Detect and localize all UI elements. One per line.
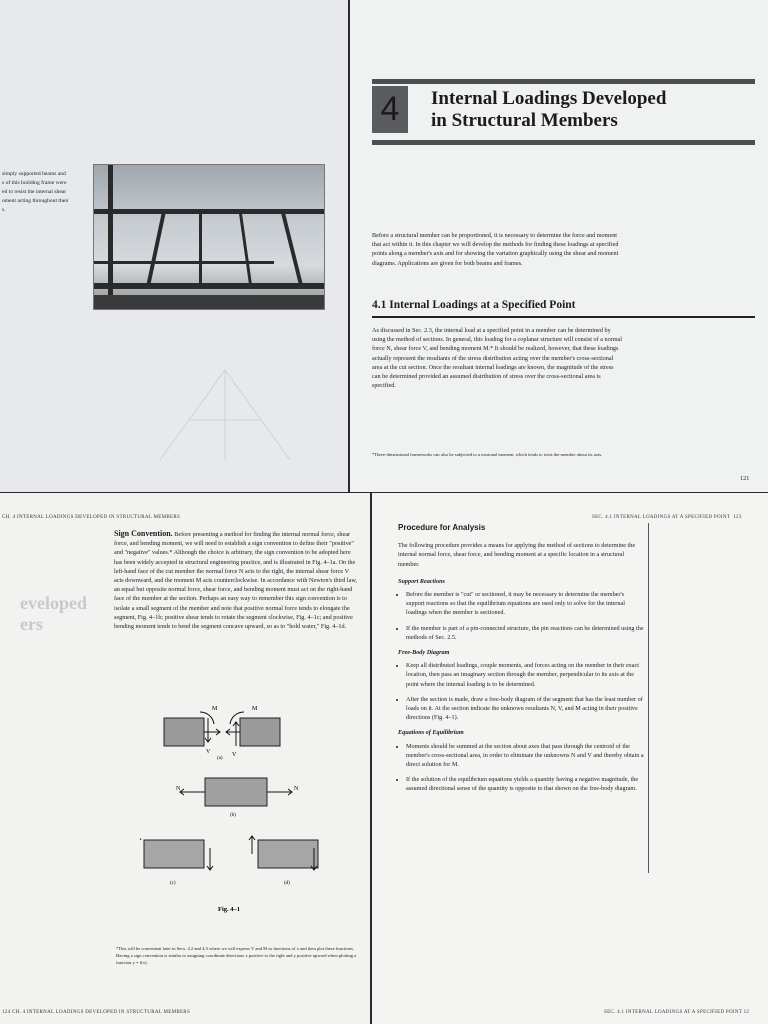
footer: 124 CH. 4 INTERNAL LOADINGS DEVELOPED IN STRUCTURAL MEMBERS bbox=[2, 1010, 191, 1015]
member-right-segment bbox=[240, 718, 280, 746]
sign-convention-paragraph bbox=[114, 529, 360, 631]
list-item: • If the member is part of a pin-connected structure, the pin reactions can be determined using the methods of Sec. 2.5. bbox=[406, 624, 644, 642]
list-item: • After the section is made, draw a free-body diagram of the segment that has the least number of loads on it. At the section indicate the unknown resultants N, V, and M acting in their positive directions (Fig. 4–1). bbox=[406, 695, 644, 723]
list-item: • Before the member is "cut" or sectioned, it may be necessary to determine the member's support reactions so that the equilibrium equations are used only to solve for the internal loadings when the member is sectioned. bbox=[406, 590, 644, 618]
normal-force-arrow bbox=[267, 789, 292, 795]
support-reactions-heading: Support Reactions bbox=[398, 577, 445, 585]
member-segment-d bbox=[258, 840, 318, 868]
equilibrium-list bbox=[398, 742, 644, 794]
normal-force-arrow bbox=[204, 729, 220, 735]
footnote: *This will be convenient later in Secs. 4.2 and 4.3 where we will express V and M as functions of x and then plot these functions. Having a sign convention is similar to assigning coordinate directions x positive to the right and y positive upward when plotting a function y = f(x). bbox=[116, 946, 357, 965]
sign-convention-heading: Sign Convention. bbox=[114, 529, 173, 538]
bottom-left-page bbox=[0, 493, 370, 1024]
chapter-title-line: in Structural Members bbox=[431, 110, 618, 131]
steel-frame-photo bbox=[93, 164, 325, 310]
section-rule bbox=[372, 316, 755, 318]
figure-4-1 bbox=[140, 698, 320, 948]
running-head: CH. 4 INTERNAL LOADINGS DEVELOPED IN STRUCTURAL MEMBERS bbox=[2, 515, 181, 520]
procedure-heading: Procedure for Analysis bbox=[398, 523, 486, 532]
margin-caption bbox=[2, 170, 88, 215]
member-segment-b bbox=[205, 778, 267, 806]
procedure-box bbox=[398, 523, 649, 873]
procedure-intro: The following procedure provides a means for applying the method of sections to determine the internal normal force, shear force, and bending moment at a specific location in a structural member. bbox=[398, 542, 636, 568]
label-V: V bbox=[206, 749, 211, 755]
shear-arrow bbox=[205, 718, 211, 742]
shear-arrow bbox=[207, 848, 213, 870]
sign-convention-text: Before presenting a method for finding the internal normal force, shear force, and bending moment, we will need to establish a sign convention to define their "positive" and "negative" values.* Although the choice is arbitrary, the sign convention to be adopted here has been widely accepted in structural engineering practice, and is illustrated in Fig. 4–1a. On the left-hand face of the cut member the normal force N acts to the right, the internal shear force V acts downward, and the moment M acts counterclockwise. In accordance with Newton's third law, an equal but opposite normal force, shear force, and bending moment must act on the right-hand face of the member at the section. Perhaps an easy way to remember this sign convention is to isolate a small segment of the member and note that positive normal force tends to elongate the segment, Fig. 4–1b; positive shear tends to rotate the segment clockwise, Fig. 4–1c; and positive bending moment tends to bend the segment concave upward, so as to "hold water," Fig. 4–1d. bbox=[114, 531, 357, 631]
margin-line: simply supported beams and bbox=[2, 171, 66, 177]
running-page: 123 bbox=[733, 515, 742, 520]
label-N: N bbox=[176, 786, 181, 792]
label-M: M bbox=[252, 706, 258, 712]
label-c: (c) bbox=[170, 881, 176, 886]
label-V: V bbox=[232, 752, 237, 758]
chapter-top-bar bbox=[372, 79, 755, 84]
list-item: • Keep all distributed loadings, couple moments, and forces acting on the member in their exact location, then pass an imaginary section through the member, perpendicular to its axis at the point where the internal loading is to be determined. bbox=[406, 661, 644, 689]
label-d: (d) bbox=[284, 881, 290, 886]
margin-line: oment acting throughout their bbox=[2, 198, 69, 204]
footer: SEC. 4.1 INTERNAL LOADINGS AT A SPECIFIED POINT 12 bbox=[604, 1010, 750, 1015]
section-heading: 4.1 Internal Loadings at a Specified Point bbox=[372, 299, 576, 311]
bleed-through-text: eveloped ers bbox=[20, 593, 87, 634]
free-body-heading: Free-Body Diagram bbox=[398, 649, 450, 657]
shear-arrow bbox=[140, 836, 141, 854]
equilibrium-heading: Equations of Equilibrium bbox=[398, 729, 464, 737]
chapter-title bbox=[431, 88, 666, 132]
bleed-through-graphic bbox=[150, 360, 300, 470]
margin-line: ed to resist the internal shear bbox=[2, 189, 67, 195]
top-right-page bbox=[350, 0, 768, 492]
free-body-list bbox=[398, 661, 644, 722]
margin-line: s. bbox=[2, 207, 6, 213]
member-left-segment bbox=[164, 718, 204, 746]
chapter-number: 4 bbox=[372, 86, 408, 133]
member-segment-c bbox=[144, 840, 204, 868]
page-number: 121 bbox=[740, 475, 750, 482]
label-a: (a) bbox=[217, 756, 223, 761]
shear-arrow bbox=[249, 836, 255, 854]
figure-caption: Fig. 4–1 bbox=[218, 906, 241, 913]
label-M: M bbox=[212, 706, 218, 712]
list-item: • Moments should be summed at the section about axes that pass through the centroid of the member's cross-sectional area, in order to eliminate the unknowns N and V and thereby obtain a direct solution for M. bbox=[406, 742, 644, 770]
support-reactions-list bbox=[398, 590, 644, 642]
bottom-right-page bbox=[372, 493, 768, 1024]
list-item: • If the solution of the equilibrium equations yields a quantity having a negative magnitude, the assumed directional sense of the quantity is opposite to that shown on the free-body diagram. bbox=[406, 775, 644, 793]
label-N: N bbox=[294, 786, 299, 792]
running-head-text: SEC. 4.1 INTERNAL LOADINGS AT A SPECIFIED POINT bbox=[592, 515, 731, 520]
footnote: *Three-dimensional frameworks can also be subjected to a torsional moment, which tends to twist the member about its axis. bbox=[372, 452, 603, 457]
top-left-page bbox=[0, 0, 348, 492]
chapter-intro: Before a structural member can be proportioned, it is necessary to determine the force and moment that act within it. In this chapter we will develop the methods for finding these loadings at specified points along a member's axis and for showing the variation graphically using the shear and moment diagrams. Applications are given for both beams and frames. bbox=[372, 232, 619, 267]
section-body: As discussed in Sec. 2.3, the internal load at a specified point in a member can be determined by using the method of sections. In general, this loading for a coplanar structure will consist of a normal force N, shear force V, and bending moment M.* It should be realized, however, that these loadings actually represent the resultants of the stress distribution acting over the member's cross-sectional area at the cut section. Once the resultant internal loadings are known, the magnitude of the stress can be determined provided an assumed distribution of stress over the cross-sectional area is specified. bbox=[372, 327, 623, 390]
margin-line: s of this building frame were bbox=[2, 180, 67, 186]
running-head bbox=[592, 515, 742, 520]
label-b: (b) bbox=[230, 813, 236, 818]
normal-force-arrow bbox=[226, 729, 240, 735]
chapter-title-line: Internal Loadings Developed bbox=[431, 88, 667, 109]
shear-arrow bbox=[233, 722, 239, 746]
normal-force-arrow bbox=[180, 789, 205, 795]
chapter-bottom-bar bbox=[372, 140, 755, 145]
